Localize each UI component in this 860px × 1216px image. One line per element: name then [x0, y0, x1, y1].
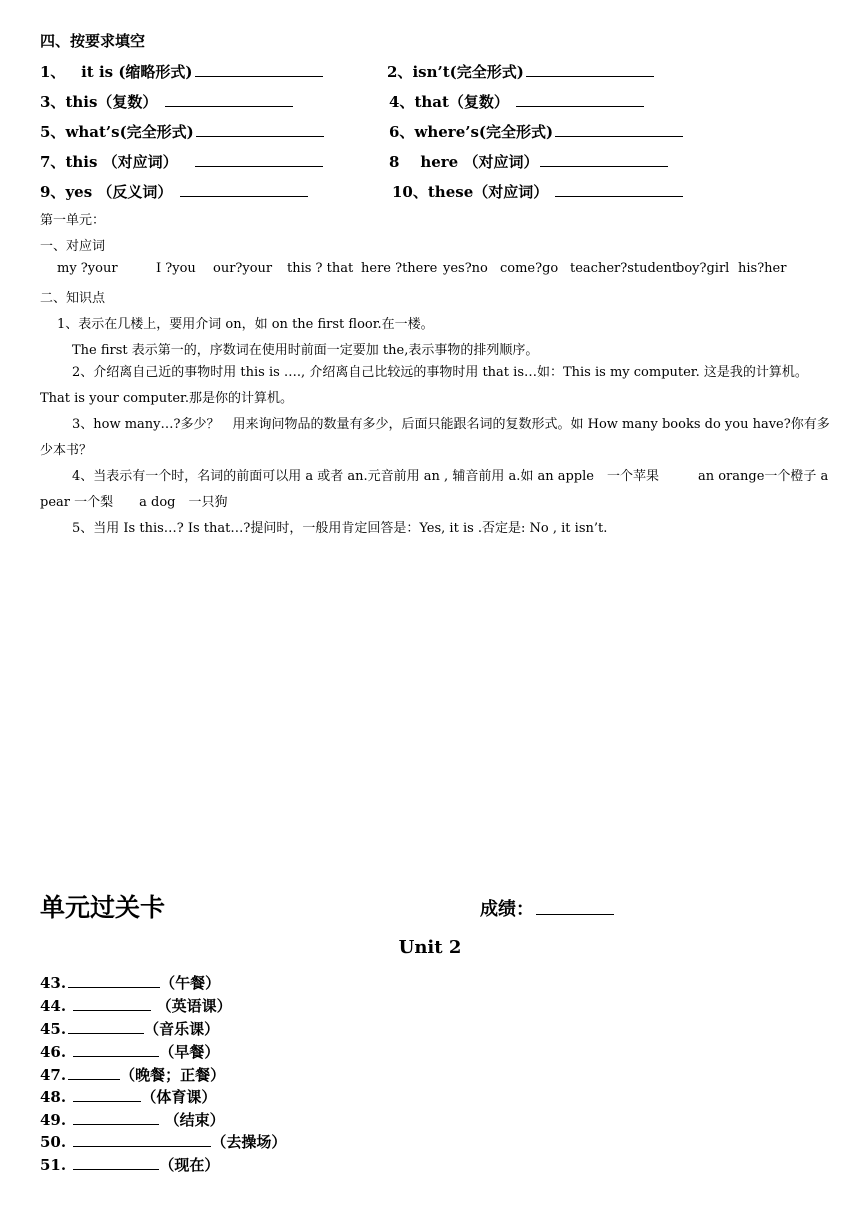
points-heading: 二、知识点 — [40, 291, 106, 306]
vocab-item — [40, 1086, 216, 1107]
score-label: 成绩： — [480, 899, 534, 920]
item-text: this （对应词） — [65, 153, 178, 171]
vocab-hint: （体育课） — [141, 1088, 217, 1106]
vocab-item — [40, 1018, 219, 1039]
item-num: 5、 — [40, 123, 66, 141]
fill-item-6 — [389, 121, 683, 142]
item-text: isn’t(完全形式) — [412, 63, 524, 81]
vocab-num: 48. — [40, 1088, 67, 1106]
item-text: what’s(完全形式) — [65, 123, 194, 141]
item-num: 6、 — [389, 123, 415, 141]
vocab-item — [40, 1064, 225, 1085]
answer-blank[interactable] — [73, 995, 151, 1011]
vocab-item — [40, 995, 232, 1016]
answer-blank[interactable] — [526, 61, 654, 77]
vocab-hint: （现在） — [159, 1156, 220, 1174]
pair-item: his?her — [738, 261, 787, 276]
vocab-hint: （音乐课） — [144, 1020, 220, 1038]
vocab-num: 51. — [40, 1156, 67, 1174]
item-num: 9、 — [40, 183, 66, 201]
vocab-num: 47. — [40, 1066, 67, 1084]
vocab-hint: （英语课） — [156, 997, 232, 1015]
fill-item-10 — [392, 181, 683, 202]
fill-item-2 — [387, 61, 654, 82]
vocab-hint: （早餐） — [159, 1043, 220, 1061]
score-blank[interactable] — [536, 896, 614, 915]
knowledge-point-5: 5、当用 Is this…? Is that…?提问时，一般用肯定回答是：Yes, it is .否定是: No , it isn’t. — [72, 521, 608, 536]
fill-item-1 — [40, 61, 323, 82]
item-text: these（对应词） — [427, 183, 549, 201]
item-text: this（复数） — [65, 93, 158, 111]
item-num: 10、 — [392, 183, 428, 201]
unit1-heading: 第一单元： — [40, 213, 106, 228]
vocab-item — [40, 972, 220, 993]
vocab-item — [40, 1041, 219, 1062]
answer-blank[interactable] — [540, 151, 668, 167]
answer-blank[interactable] — [195, 151, 323, 167]
pair-item: our?your — [213, 261, 273, 276]
fill-item-4 — [389, 91, 644, 112]
vocab-hint: （去操场） — [211, 1133, 287, 1151]
vocab-num: 50. — [40, 1133, 67, 1151]
fill-item-3 — [40, 91, 293, 112]
knowledge-point-2: 2、介绍离自己近的事物时用 this is …., 介绍离自己比较远的事物时用 that is…如：This is my computer. 这是我的计算机。That is your computer.那是你的计算机。 — [40, 365, 808, 406]
fill-item-5 — [40, 121, 324, 142]
answer-blank[interactable] — [73, 1041, 159, 1057]
answer-blank[interactable] — [516, 91, 644, 107]
vocab-item — [40, 1131, 286, 1152]
item-text: here （对应词） — [420, 153, 539, 171]
fill-item-8 — [389, 151, 668, 172]
vocab-hint: （结束） — [164, 1111, 225, 1129]
answer-blank[interactable] — [180, 181, 308, 197]
pair-item: yes?no — [443, 261, 488, 276]
item-num: 8 — [389, 153, 400, 171]
answer-blank[interactable] — [73, 1131, 211, 1147]
item-text: where’s(完全形式) — [414, 123, 554, 141]
vocab-num: 44. — [40, 997, 67, 1015]
pair-item: boy?girl — [676, 261, 730, 276]
unit-title: Unit 2 — [398, 937, 462, 958]
answer-blank[interactable] — [73, 1154, 159, 1170]
pair-item: this ? that — [287, 261, 354, 276]
vocab-hint: （晚餐；正餐） — [120, 1066, 226, 1084]
item-num: 7、 — [40, 153, 66, 171]
item-num: 3、 — [40, 93, 66, 111]
answer-blank[interactable] — [195, 61, 323, 77]
pair-item: come?go — [500, 261, 559, 276]
item-text: it is (缩略形式) — [81, 63, 193, 81]
answer-blank[interactable] — [196, 121, 324, 137]
quiz-title: 单元过关卡 — [40, 893, 166, 922]
knowledge-point-3: 3、how many…?多少？ 用来询问物品的数量有多少，后面只能跟名词的复数形式。如 How many books do you have?你有多少本书？ — [40, 417, 830, 458]
answer-blank[interactable] — [165, 91, 293, 107]
knowledge-point-4: 4、当表示有一个时，名词的前面可以用 a 或者 an.元音前用 an , 辅音前用 a.如 an apple 一个苹果 an orange一个橙子 a pear 一个梨 a dog 一只狗 — [40, 469, 829, 510]
knowledge-point-1-note: The first 表示第一的，序数词在使用时前面一定要加 the,表示事物的排列顺序。 — [72, 343, 539, 358]
vocab-item — [40, 1109, 225, 1130]
vocab-num: 45. — [40, 1020, 67, 1038]
pair-item: teacher?student — [570, 261, 678, 276]
answer-blank[interactable] — [68, 1064, 120, 1080]
item-num: 1、 — [40, 63, 66, 81]
fill-item-9 — [40, 181, 308, 202]
item-num: 2、 — [387, 63, 413, 81]
answer-blank[interactable] — [73, 1086, 141, 1102]
score-field — [480, 895, 614, 921]
answer-blank[interactable] — [68, 972, 160, 988]
pairs-heading: 一、对应词 — [40, 239, 106, 254]
pair-item: I ?you — [156, 261, 196, 276]
answer-blank[interactable] — [555, 181, 683, 197]
fill-item-7 — [40, 151, 323, 172]
answer-blank[interactable] — [68, 1018, 144, 1034]
pair-item: my ?your — [57, 261, 118, 276]
pair-item: here ?there — [361, 261, 438, 276]
knowledge-point-1: 1、表示在几楼上，要用介词 on，如 on the first floor.在一楼。 — [57, 317, 434, 332]
vocab-hint: （午餐） — [160, 974, 221, 992]
vocab-num: 46. — [40, 1043, 67, 1061]
item-text: yes （反义词） — [65, 183, 173, 201]
item-num: 4、 — [389, 93, 415, 111]
vocab-num: 49. — [40, 1111, 67, 1129]
vocab-num: 43. — [40, 974, 67, 992]
item-text: that（复数） — [414, 93, 509, 111]
vocab-item — [40, 1154, 219, 1175]
answer-blank[interactable] — [555, 121, 683, 137]
answer-blank[interactable] — [73, 1109, 159, 1125]
section4-heading: 四、按要求填空 — [40, 32, 146, 50]
